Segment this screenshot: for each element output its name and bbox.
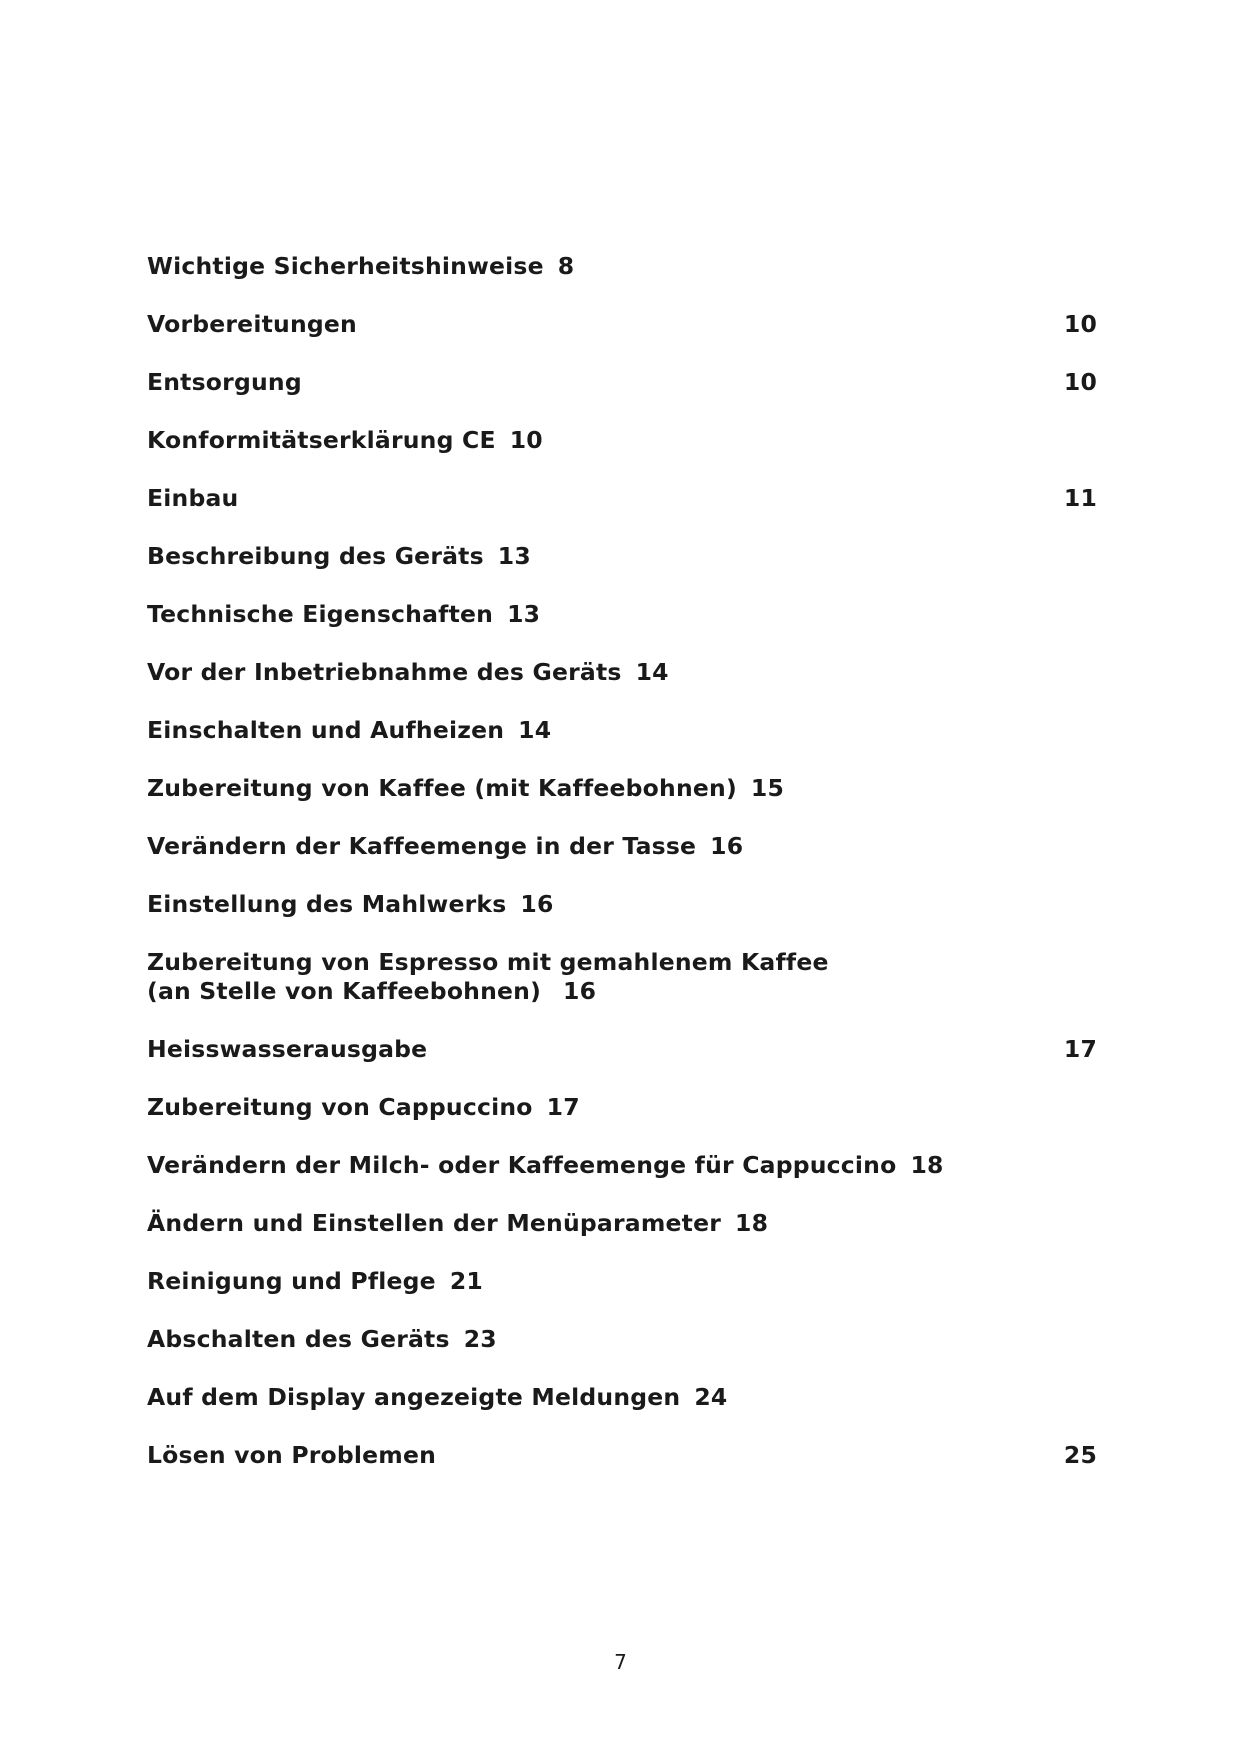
toc-entry-page: 15	[750, 774, 784, 802]
toc-entry-page: 23	[463, 1325, 497, 1353]
toc-entry-kaffeemenge	[147, 832, 1097, 861]
toc-entry-title: Lösen von Problemen	[147, 1441, 437, 1469]
toc-entry-page: 18	[910, 1151, 944, 1179]
toc-entry-page: 17	[1063, 1035, 1097, 1063]
toc-entry-page: 17	[546, 1093, 580, 1121]
toc-entry-sicherheitshinweise	[147, 252, 1097, 281]
toc-entry-entsorgung	[147, 368, 1097, 397]
toc-entry-probleme	[147, 1441, 1097, 1470]
toc-entry-vorbereitungen	[147, 310, 1097, 339]
toc-entry-page: 24	[694, 1383, 728, 1411]
toc-entry-page: 10	[1063, 368, 1097, 396]
toc-entry-title: Verändern der Kaffeemenge in der Tasse	[147, 832, 697, 860]
toc-entry-page: 13	[497, 542, 531, 570]
toc-entry-title: Beschreibung des Geräts	[147, 542, 484, 570]
toc-entry-title: Einschalten und Aufheizen	[147, 716, 505, 744]
toc-entry-meldungen	[147, 1383, 1097, 1412]
toc-entry-title: Konformitätserklärung CE	[147, 426, 496, 454]
toc-entry-menueparameter	[147, 1209, 1097, 1238]
toc-entry-title: Reinigung und Pflege	[147, 1267, 436, 1295]
toc-entry-page: 16	[563, 977, 597, 1005]
toc-entry-title: Vorbereitungen	[147, 310, 357, 338]
toc-entry-inbetriebnahme	[147, 658, 1097, 687]
toc-entry-page: 13	[507, 600, 541, 628]
toc-entry-abschalten	[147, 1325, 1097, 1354]
toc-entry-milchmenge	[147, 1151, 1097, 1180]
toc-entry-title: Entsorgung	[147, 368, 302, 396]
toc-entry-title: Zubereitung von Cappuccino	[147, 1093, 533, 1121]
toc-entry-title: Zubereitung von Kaffee (mit Kaffeebohnen)	[147, 774, 737, 802]
toc-entry-heisswasser	[147, 1035, 1097, 1064]
toc-entry-title: Heisswasserausgabe	[147, 1035, 428, 1063]
toc-entry-konformitaet	[147, 426, 1097, 455]
toc-entry-title: Zubereitung von Espresso mit gemahlenem Kaffee	[147, 948, 829, 976]
toc-entry-page: 25	[1063, 1441, 1097, 1469]
toc-entry-einschalten	[147, 716, 1097, 745]
toc-entry-title: Einbau	[147, 484, 239, 512]
toc-entry-page: 16	[520, 890, 554, 918]
toc-entry-beschreibung	[147, 542, 1097, 571]
toc-entry-page: 18	[735, 1209, 769, 1237]
toc-entry-page: 11	[1063, 484, 1097, 512]
toc-entry-title: Auf dem Display angezeigte Meldungen	[147, 1383, 681, 1411]
toc-entry-title: Einstellung des Mahlwerks	[147, 890, 507, 918]
toc-entry-page: 10	[1063, 310, 1097, 338]
toc-entry-page: 16	[710, 832, 744, 860]
toc-entry-cappuccino	[147, 1093, 1097, 1122]
toc-entry-title: Ändern und Einstellen der Menüparameter	[147, 1209, 722, 1237]
page-number: 7	[614, 1650, 627, 1674]
toc-entry-page: 14	[635, 658, 669, 686]
toc-entry-mahlwerk	[147, 890, 1097, 919]
toc-entry-technische-eigenschaften	[147, 600, 1097, 629]
toc-entry-title: Wichtige Sicherheitshinweise	[147, 252, 544, 280]
toc-entry-title-continued: (an Stelle von Kaffeebohnen)	[147, 977, 542, 1005]
toc-entry-title: Technische Eigenschaften	[147, 600, 494, 628]
toc-entry-page: 8	[557, 252, 575, 280]
toc-entry-title: Abschalten des Geräts	[147, 1325, 450, 1353]
toc-entry-einbau	[147, 484, 1097, 513]
toc-entry-espresso-gemahlen	[147, 948, 1097, 1006]
toc-entry-title: Vor der Inbetriebnahme des Geräts	[147, 658, 622, 686]
toc-entry-reinigung	[147, 1267, 1097, 1296]
toc-entry-page: 14	[518, 716, 552, 744]
toc-entry-page: 21	[449, 1267, 483, 1295]
toc-entry-title: Verändern der Milch- oder Kaffeemenge für Cappuccino	[147, 1151, 897, 1179]
toc-entry-page: 10	[509, 426, 543, 454]
toc-entry-kaffee-zubereitung	[147, 774, 1097, 803]
table-of-contents	[147, 252, 1097, 1499]
